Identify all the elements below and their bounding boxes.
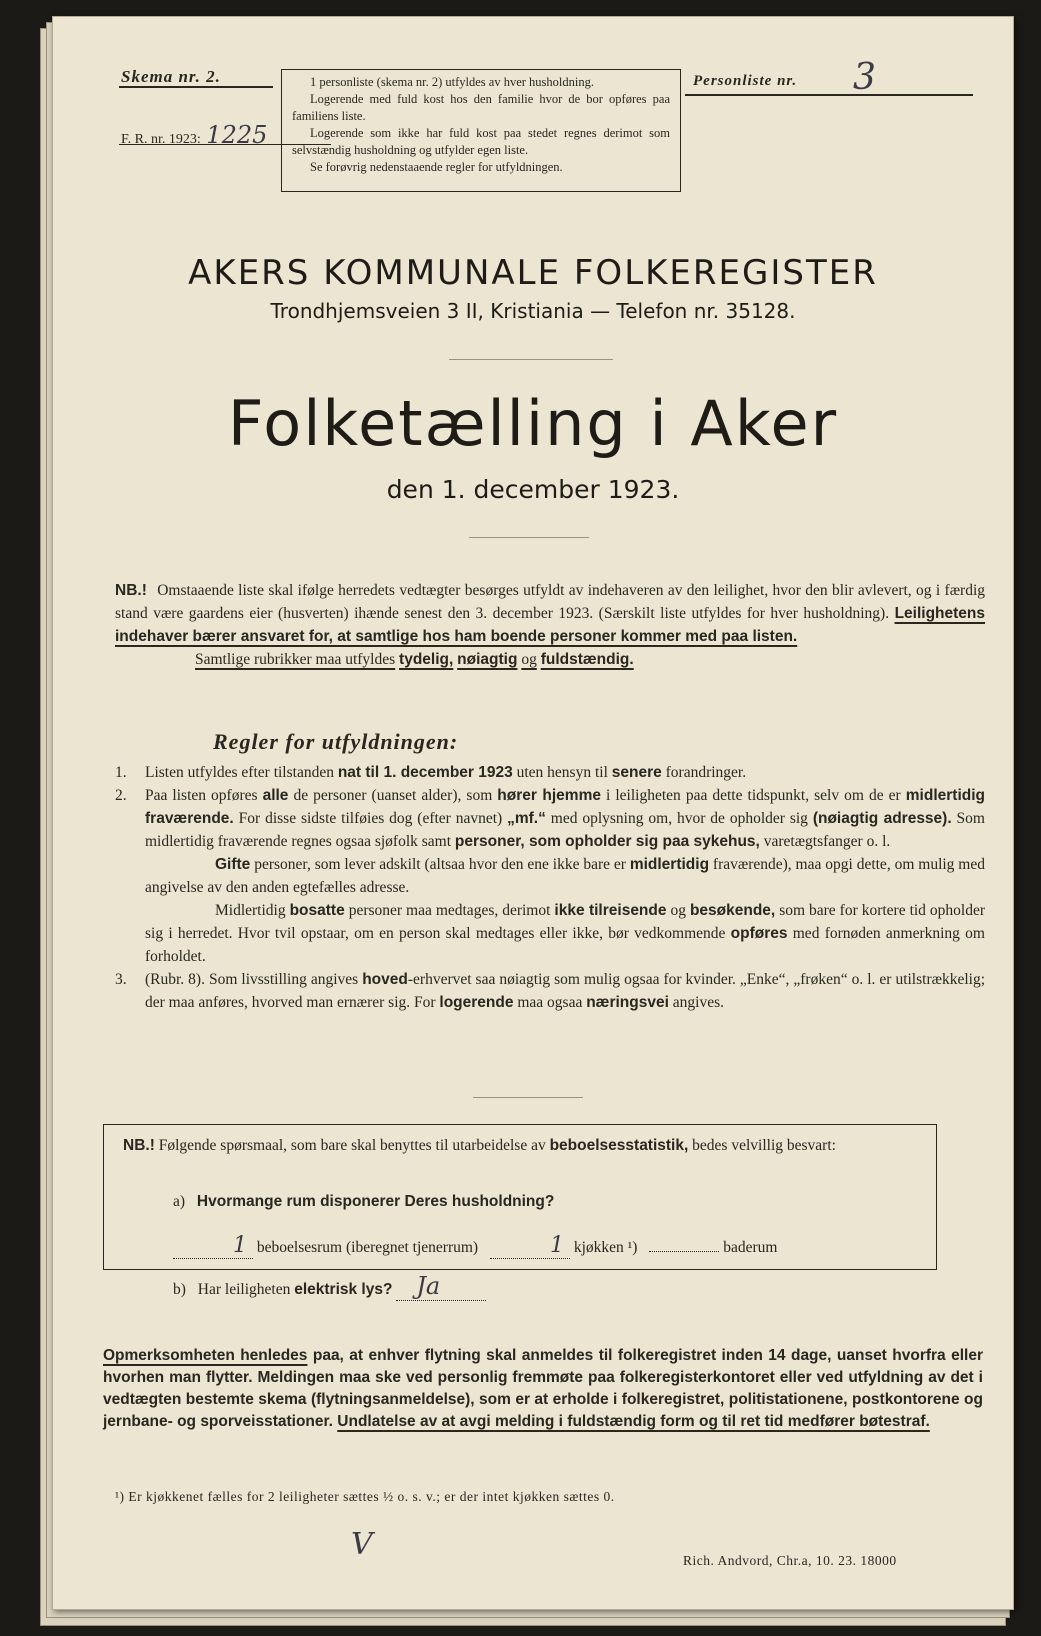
kitchen-label: kjøkken ¹) xyxy=(573,1239,638,1256)
divider xyxy=(449,359,613,360)
divider xyxy=(473,1097,583,1098)
rule-text: de personer (uanset alder), som xyxy=(288,787,498,804)
rule-text: „mf.“ xyxy=(507,810,546,827)
rule-text: bosatte xyxy=(289,902,345,919)
instruction-line: Logerende som ikke har fuld kost paa stedet regnes derimot som selvstændig husholdning og utfylder egen liste. xyxy=(292,126,670,157)
rule-text: personer maa medtages, derimot xyxy=(344,902,555,919)
rule-text: opføres xyxy=(730,925,788,942)
moving-notice-body: paa, at enhver flytning skal anmeldes til folkeregistret inden 14 dage, uanset hvorfra eller hvorhen man flytter. Meldingen maa ske ved personlig fremmøte paa folkeregisterkontoret eller ved utfyldning av det i vedtægten bestemte skema (flytningsanmeldelse), som er at erholde i folkeregistret, politistationene, postkontorene og jernbane- og sporveisstationer. xyxy=(103,1347,983,1430)
rule-text: logerende xyxy=(439,994,514,1011)
rule-text: uten hensyn til xyxy=(512,764,612,781)
rule-text: hører hjemme xyxy=(497,787,601,804)
rule-text: næringsvei xyxy=(586,994,669,1011)
rules-heading: Regler for utfyldningen: xyxy=(213,729,459,754)
personliste-label: Personliste nr. xyxy=(693,73,798,89)
rule-text: Gifte xyxy=(215,856,251,873)
divider xyxy=(685,94,973,96)
nb-text: bedes velvillig besvart: xyxy=(692,1137,836,1154)
rule-paragraph xyxy=(115,899,985,968)
instruction-box xyxy=(281,69,681,192)
rule-text: senere xyxy=(611,764,662,781)
nb-notice xyxy=(115,579,985,671)
rule-text: maa ogsaa xyxy=(513,994,587,1011)
rule-text: Paa listen opføres xyxy=(145,787,263,804)
instruction-line: 1 personliste (skema nr. 2) utfyldes av hver husholdning. xyxy=(310,75,594,89)
rule-text: varetægtsfanger o. l. xyxy=(759,833,891,850)
rule-text: med oplysning om, hvor de opholder sig xyxy=(545,810,813,827)
instruction-line: Se forøvrig nedenstaaende regler for utfyldningen. xyxy=(310,160,563,174)
rule-text: besøkende, xyxy=(689,902,776,919)
nb-text: Omstaaende liste skal ifølge herredets vedtægter besørges utfyldt av indehaveren av den leilighet, hvor den blir avlevert, og i færdig stand være gaardens eier (husverten) ihænde senest den 3. december 1923. (Særskilt liste utfyldes for hver husholdning). xyxy=(115,582,985,622)
printer-imprint: Rich. Andvord, Chr.a, 10. 23. 18000 xyxy=(683,1553,897,1568)
rule-item xyxy=(115,784,985,853)
bath-label: baderum xyxy=(723,1239,778,1256)
rule-text: med fornøden anmerkning om forholdet. xyxy=(145,925,985,965)
schema-label: Skema nr. 2. xyxy=(121,67,221,86)
question-prefix: b) xyxy=(173,1281,186,1298)
nb-requirement-word: nøiagtig xyxy=(457,651,518,668)
nb-requirement-word: og xyxy=(521,651,537,668)
moving-notice xyxy=(103,1345,983,1433)
rule-item xyxy=(115,968,985,1014)
nb-responsibility: Leilighetens indehaver bærer ansvaret for, at samtlige hos ham boende personer kommer med paa listen. xyxy=(115,605,986,645)
question-a xyxy=(173,1193,554,1211)
nb-requirement-text: Samtlige rubrikker maa utfyldes xyxy=(195,651,396,668)
rule-text: (Rubr. 8). Som livsstilling angives xyxy=(145,971,363,988)
page-title: Folketælling i Aker xyxy=(227,387,839,460)
rule-text: angives. xyxy=(668,994,725,1011)
rule-text: Som midlertidig fraværende regnes ogsaa sjøfolk samt xyxy=(145,810,985,850)
rule-text: Midlertidig xyxy=(215,902,290,919)
nb-label: NB.! xyxy=(123,1137,155,1154)
rule-text: og xyxy=(666,902,690,919)
rule-text: fraværende), maa opgi dette, om mulig med angivelse av den anden egtefælles adresse. xyxy=(145,856,985,896)
rule-text: For disse sidste tilføies dog (efter navnet) xyxy=(233,810,508,827)
rule-text: midlertidig xyxy=(629,856,710,873)
rooms-label: beboelsesrum (iberegnet tjenerrum) xyxy=(256,1239,479,1256)
check-mark: V xyxy=(351,1527,373,1562)
rule-text: alle xyxy=(262,787,289,804)
moving-notice-lead: Opmerksomheten henledes xyxy=(103,1347,308,1364)
moving-notice-penalty: Undlatelse av at avgi melding i fuldstændig form og til ret tid medfører bøtestraf. xyxy=(337,1413,930,1430)
agency-name: AKERS KOMMUNALE FOLKEREGISTER xyxy=(188,253,878,293)
rule-text: -erhvervet saa nøiagtig som mulig ogsaa for kvinder. „Enke“, „frøken“ o. l. er utilstrækkelig; der maa anføres, hvorved man ernærer sig. For xyxy=(145,971,986,1011)
rule-item xyxy=(115,761,985,784)
nb-requirement-word: fuldstændig. xyxy=(540,651,634,668)
rule-number: 2. xyxy=(115,787,127,804)
question-text: elektrisk lys? xyxy=(294,1281,393,1298)
fr-label: F. R. nr. 1923: xyxy=(121,132,201,147)
instruction-line: Logerende med fuld kost hos den familie hvor de bor opføres paa familiens liste. xyxy=(292,92,670,123)
rule-paragraph xyxy=(115,853,985,899)
question-text: Har leiligheten xyxy=(197,1281,291,1298)
rooms-value: 1 xyxy=(233,1233,247,1258)
divider xyxy=(119,86,273,88)
agency-address: Trondhjemsveien 3 II, Kristiania — Telefon nr. 35128. xyxy=(270,299,796,323)
personliste-value: 3 xyxy=(853,57,876,98)
rooms-field[interactable] xyxy=(173,1233,253,1259)
rule-text: (nøiagtig adresse). xyxy=(812,810,952,827)
rule-text: midlertidig fraværende. xyxy=(145,787,985,827)
rules-list xyxy=(115,761,985,1014)
electric-light-value: Ja xyxy=(416,1272,441,1300)
rule-text: hoved xyxy=(362,971,408,988)
electric-light-field[interactable] xyxy=(396,1272,486,1301)
rule-text: forandringer. xyxy=(661,764,747,781)
rule-text: i leiligheten paa dette tidspunkt, selv om de er xyxy=(600,787,906,804)
census-form-page xyxy=(52,16,1014,1610)
question-text: Hvormange rum disponerer Deres husholdning? xyxy=(196,1193,555,1210)
rule-number: 1. xyxy=(115,764,127,781)
rule-text: personer, som lever adskilt (altsaa hvor den ene ikke bare er xyxy=(250,856,630,873)
housing-questions-intro xyxy=(123,1134,923,1157)
nb-requirement xyxy=(115,648,985,671)
page-subtitle: den 1. december 1923. xyxy=(386,475,680,504)
rule-text: nat til 1. december 1923 xyxy=(337,764,513,781)
nb-text: beboelsesstatistik, xyxy=(549,1137,689,1154)
rule-text: personer, som opholder sig paa sykehus, xyxy=(454,833,760,850)
kitchen-field[interactable] xyxy=(490,1233,570,1259)
fr-value: 1225 xyxy=(206,121,268,149)
bath-field[interactable] xyxy=(649,1251,719,1252)
footnote: ¹) Er kjøkkenet fælles for 2 leiligheter sættes ½ o. s. v.; er der intet kjøkken sættes 0. xyxy=(115,1489,615,1504)
rooms-answer-row xyxy=(173,1233,893,1259)
question-b xyxy=(173,1272,486,1301)
rule-text: Listen utfyldes efter tilstanden xyxy=(145,764,338,781)
nb-text: Følgende spørsmaal, som bare skal benyttes til utarbeidelse av xyxy=(158,1137,546,1154)
kitchen-value: 1 xyxy=(549,1233,564,1258)
nb-requirement-word: tydelig, xyxy=(399,651,454,668)
nb-label: NB.! xyxy=(115,582,147,599)
divider xyxy=(469,537,589,538)
rule-number: 3. xyxy=(115,971,127,988)
question-prefix: a) xyxy=(173,1193,186,1210)
rule-text: som bare for kortere tid opholder sig i herredet. Hvor tvil opstaar, om en person skal medtages eller ikke, bør vedkommende xyxy=(145,902,986,942)
rule-text: ikke tilreisende xyxy=(554,902,667,919)
